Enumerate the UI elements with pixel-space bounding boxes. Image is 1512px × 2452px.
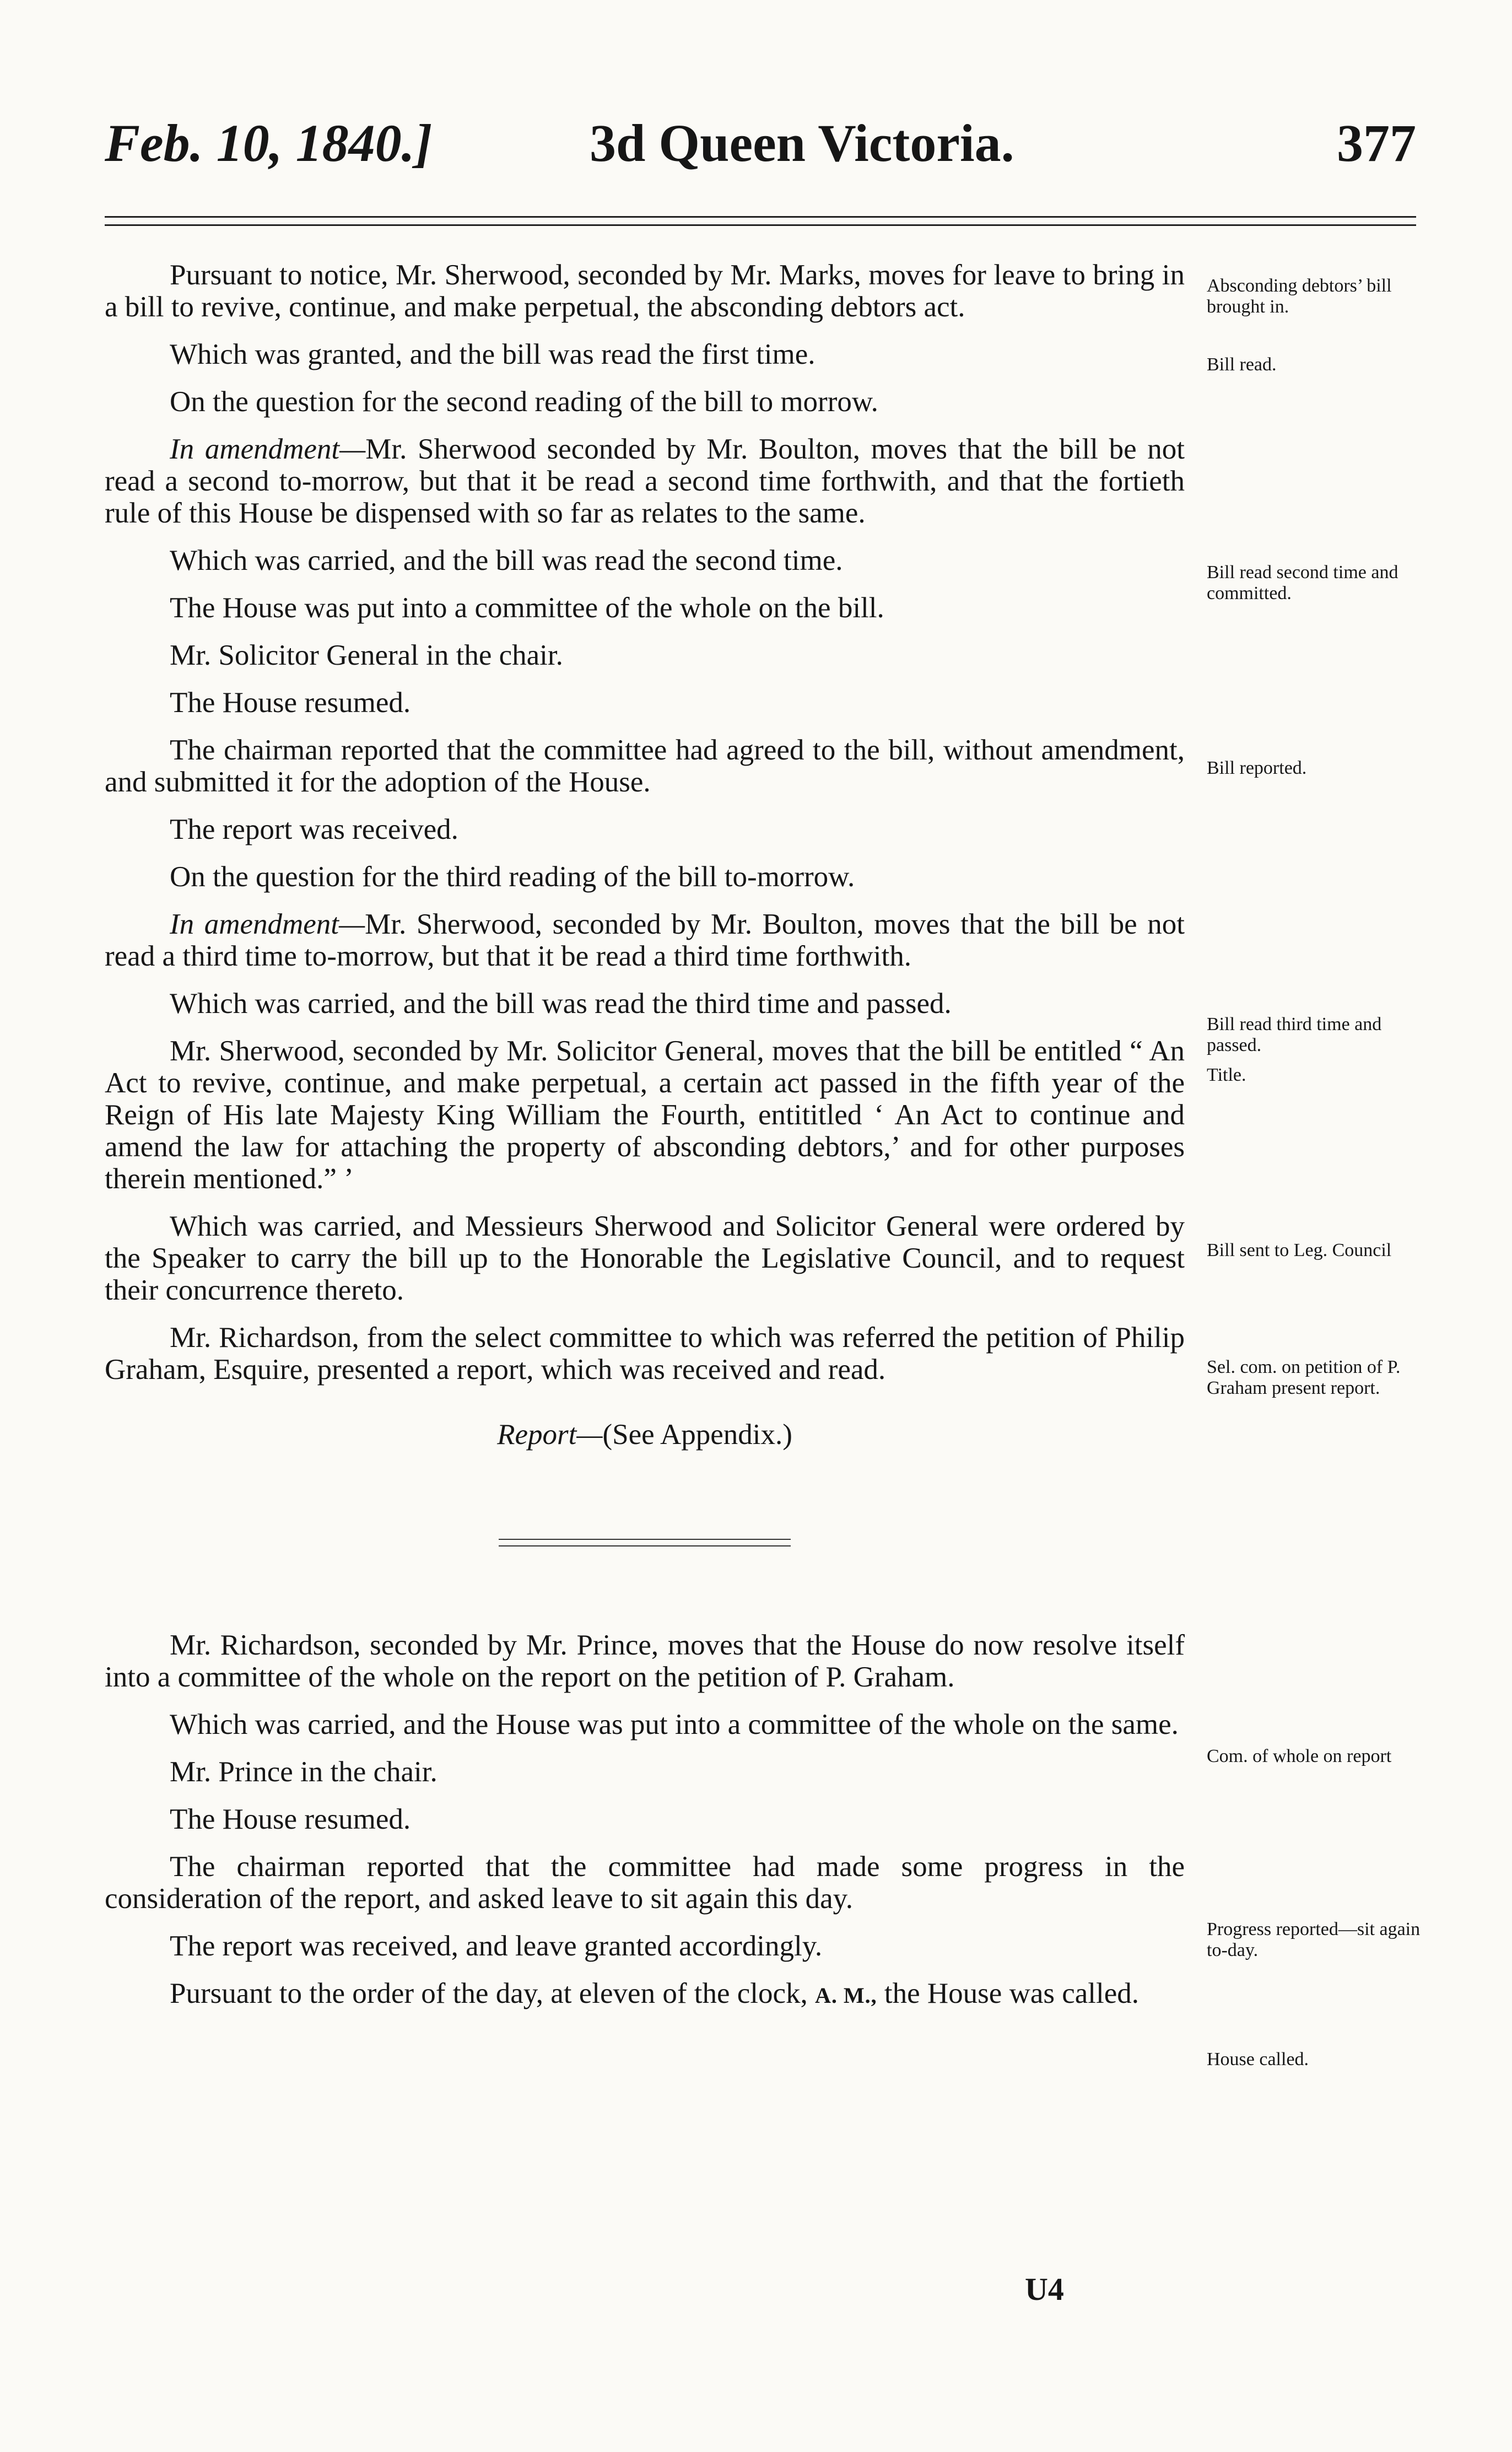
paragraph: Which was carried, and Messieurs Sherwood and Solicitor General were ordered by the Speaker to carry the bill up to the Honorable the Legislative Council, and to request their concurrence thereto. <box>105 1210 1185 1306</box>
margin-note: Title. <box>1207 1065 1246 1085</box>
margin-note: House called. <box>1207 2049 1309 2070</box>
paragraph: On the question for the second reading of the bill to morrow. <box>170 386 878 418</box>
margin-note: Bill sent to Leg. Council <box>1207 1240 1392 1260</box>
paragraph: The House was put into a committee of the whole on the bill. <box>170 592 884 624</box>
paragraph: The report was received, and leave granted accordingly. <box>170 1930 823 1962</box>
signature-mark: U4 <box>1025 2271 1064 2307</box>
paragraph: The chairman reported that the committee had made some progress in the consideration of the report, and asked leave to sit again this day. <box>105 1851 1185 1915</box>
paragraph: Which was granted, and the bill was read the first time. <box>170 338 816 370</box>
paragraph-text: the House was called. <box>884 1977 1140 2009</box>
header-rule <box>105 216 1416 226</box>
paragraph-text: Mr. Sherwood, seconded by Mr. Boulton, moves that the bill be not read a third time to-morrow, but that it be read a third time forthwith. <box>105 908 1185 972</box>
header-title: 3d Queen Victoria. <box>590 114 1014 173</box>
margin-note: Bill read. <box>1207 354 1277 375</box>
margin-note: Bill read third time and passed. <box>1207 1014 1382 1055</box>
time-abbrev: A. M., <box>815 1983 877 2008</box>
paragraph: The chairman reported that the committee had agreed to the bill, without amendment, and submitted it for the adoption of the House. <box>105 734 1185 798</box>
report-label: Report— <box>497 1419 603 1451</box>
paragraph: Mr. Sherwood, seconded by Mr. Solicitor General, moves that the bill be entitled “ An Act to revive, continue, and make perpetual, a certain act passed in the fifth year of the Reign of His late Majesty King William the Fourth, entititled ‘ An Act to continue and amend the law for attaching the property of absconding debtors,’ and for other purposes therein mentioned.” ’ <box>105 1035 1185 1195</box>
paragraph <box>105 908 1185 972</box>
paragraph: Pursuant to notice, Mr. Sherwood, seconded by Mr. Marks, moves for leave to bring in a bill to revive, continue, and make perpetual, the absconding debtors act. <box>105 259 1185 323</box>
paragraph: The House resumed. <box>170 1803 411 1835</box>
paragraph <box>105 433 1185 529</box>
paragraph: Which was carried, and the bill was read the second time. <box>170 545 843 576</box>
amendment-label: In amendment— <box>170 908 365 940</box>
header-date: Feb. 10, 1840.] <box>105 114 433 173</box>
paragraph: The House resumed. <box>170 687 411 719</box>
paragraph: The report was received. <box>170 813 458 845</box>
margin-note: Bill reported. <box>1207 758 1307 778</box>
section-divider <box>499 1539 791 1546</box>
main-text <box>105 259 1185 2012</box>
report-text: (See Appendix.) <box>602 1419 792 1451</box>
paragraph: Which was carried, and the House was put into a committee of the whole on the same. <box>170 1709 1179 1740</box>
paragraph: Mr. Solicitor General in the chair. <box>170 639 563 671</box>
page-header <box>105 110 1416 176</box>
margin-note: Com. of whole on report <box>1207 1746 1392 1766</box>
margin-note: Progress reported—sit again to-day. <box>1207 1919 1421 1960</box>
report-reference <box>105 1419 1185 1451</box>
paragraph: On the question for the third reading of the bill to-morrow. <box>170 861 855 893</box>
paragraph: Which was carried, and the bill was read the third time and passed. <box>170 988 952 1020</box>
paragraph: Mr. Prince in the chair. <box>170 1756 438 1788</box>
paragraph: Mr. Richardson, seconded by Mr. Prince, moves that the House do now resolve itself into a committee of the whole on the report on the petition of P. Graham. <box>105 1629 1185 1693</box>
paragraph-text: Pursuant to the order of the day, at eleven of the clock, <box>170 1977 808 2009</box>
page-number: 377 <box>1337 114 1416 173</box>
paragraph-text: Mr. Sherwood seconded by Mr. Boulton, moves that the bill be not read a second to-morrow, but that it be read a second time forthwith, and that the fortieth rule of this House be dispensed with so far as relates to the same. <box>105 433 1185 529</box>
margin-note: Bill read second time and committed. <box>1207 562 1398 603</box>
paragraph <box>105 1977 1185 2012</box>
spacer <box>105 1546 1185 1629</box>
paragraph: Mr. Richardson, from the select committee to which was referred the petition of Philip Graham, Esquire, presented a report, which was received and read. <box>105 1322 1185 1386</box>
amendment-label: In amendment— <box>170 433 366 465</box>
margin-note: Sel. com. on petition of P. Graham present report. <box>1207 1357 1401 1398</box>
margin-note: Absconding debtors’ bill brought in. <box>1207 276 1392 317</box>
